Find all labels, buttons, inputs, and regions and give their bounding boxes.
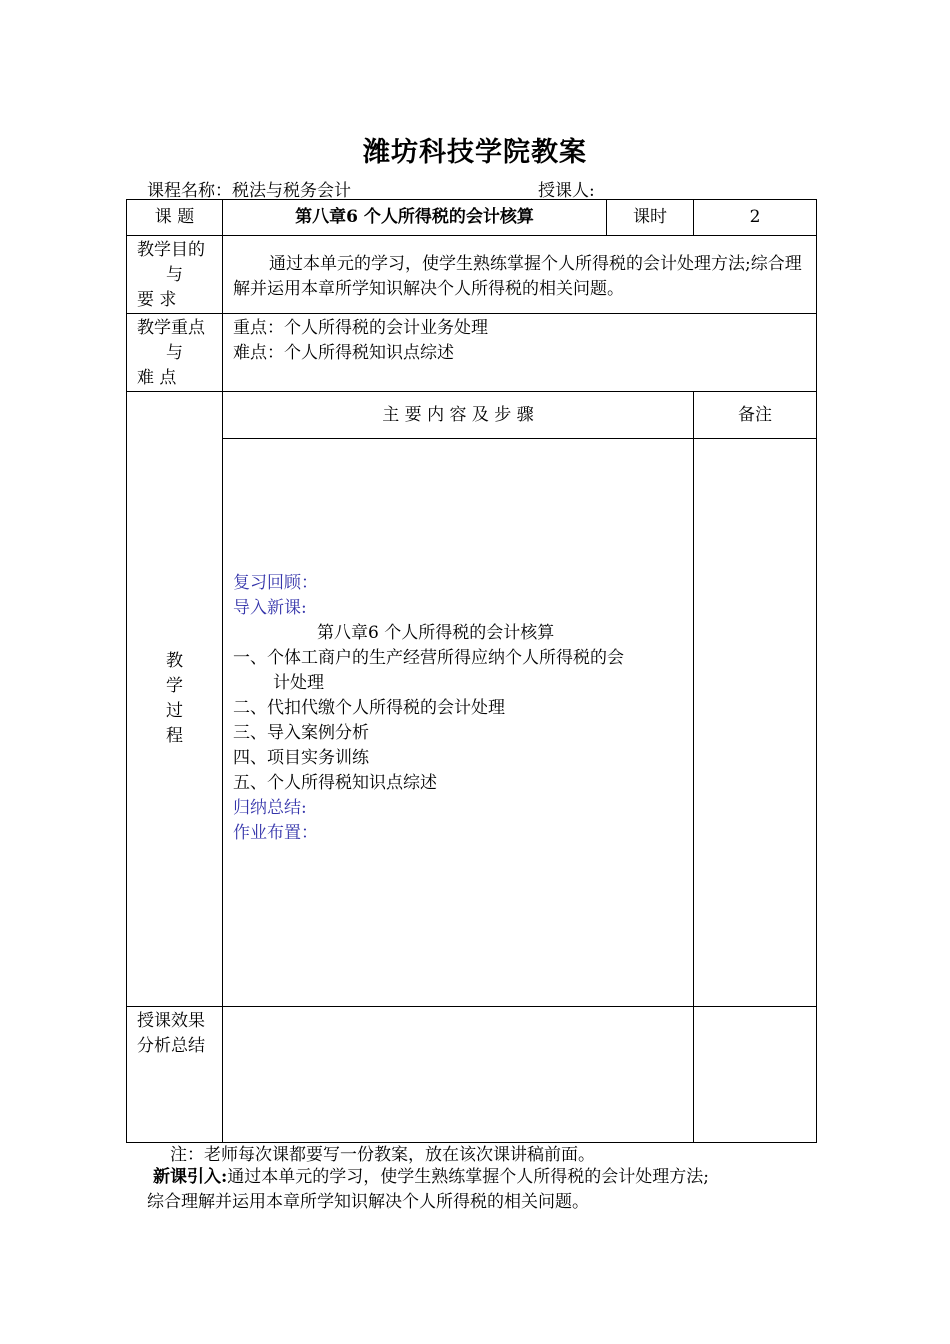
page-title: 潍坊科技学院教案 xyxy=(363,137,587,168)
homework-heading: 作业布置： xyxy=(233,823,318,843)
process-content-cell xyxy=(223,439,694,1007)
outline-item-2: 二、代扣代缴个人所得税的会计处理 xyxy=(233,698,505,718)
key-point-text: 重点：个人所得税的会计业务处理 xyxy=(233,318,488,338)
review-heading: 复习回顾： xyxy=(233,573,318,593)
keypoints-label xyxy=(127,314,223,392)
keypoints-text-cell xyxy=(223,314,817,392)
process-label xyxy=(127,392,223,1007)
process-label-line4: 程 xyxy=(166,726,183,746)
outline-item-3: 三、导入案例分析 xyxy=(233,723,369,743)
topic-label: 课 题 xyxy=(127,200,223,236)
hours-label: 课时 xyxy=(607,200,694,236)
outline-item-1-cont: 计处理 xyxy=(273,673,324,693)
outline-item-1: 一、个体工商户的生产经营所得应纳个人所得税的会 xyxy=(233,648,624,668)
effect-label xyxy=(127,1007,223,1143)
objectives-label-line3: 要 求 xyxy=(137,290,177,310)
keypoints-label-line3: 难 点 xyxy=(137,368,177,388)
process-label-line1: 教 xyxy=(166,651,183,671)
effect-label-line1: 授课效果 xyxy=(137,1011,205,1031)
objectives-label xyxy=(127,236,223,314)
process-content-row xyxy=(127,439,817,1007)
effect-content-cell xyxy=(223,1007,694,1143)
outline-item-5: 五、个人所得税知识点综述 xyxy=(233,773,437,793)
topic-value: 第八章6 个人所得税的会计核算 xyxy=(223,200,607,236)
teacher-label: 授课人: xyxy=(538,181,595,201)
intro-text-line2: 综合理解并运用本章所学知识解决个人所得税的相关问题。 xyxy=(147,1192,589,1212)
lesson-plan-table xyxy=(126,199,817,1143)
keypoints-label-line1: 教学重点 xyxy=(137,318,205,338)
new-lesson-heading: 导入新课: xyxy=(233,598,307,618)
keypoints-label-line2: 与 xyxy=(166,343,183,363)
process-label-line2: 学 xyxy=(166,676,183,696)
effect-label-line2: 分析总结 xyxy=(137,1036,205,1056)
chapter-title: 第八章6 个人所得税的会计核算 xyxy=(317,623,555,643)
content-header: 主 要 内 容 及 步 骤 xyxy=(223,392,694,439)
objectives-label-line1: 教学目的 xyxy=(137,240,205,260)
new-lesson-intro xyxy=(147,1165,807,1215)
objectives-label-line2: 与 xyxy=(166,265,183,285)
process-remarks-cell xyxy=(694,439,817,1007)
outline-item-4: 四、项目实务训练 xyxy=(233,748,369,768)
objectives-text: 通过本单元的学习，使学生熟练掌握个人所得税的会计处理方法;综合理解并运用本章所学知识解决个人所得税的相关问题。 xyxy=(233,253,802,299)
topic-row xyxy=(127,200,817,236)
intro-text-line1: 通过本单元的学习，使学生熟练掌握个人所得税的会计处理方法; xyxy=(227,1167,710,1187)
keypoints-row xyxy=(127,314,817,392)
effect-row xyxy=(127,1007,817,1143)
effect-remarks-cell xyxy=(694,1007,817,1143)
objectives-text-cell xyxy=(223,236,817,314)
process-header-row xyxy=(127,392,817,439)
objectives-row xyxy=(127,236,817,314)
summary-heading: 归纳总结: xyxy=(233,798,307,818)
hours-value: 2 xyxy=(694,200,817,236)
difficult-point-text: 难点：个人所得税知识点综述 xyxy=(233,343,454,363)
remarks-header: 备注 xyxy=(694,392,817,439)
footnote: 注：老师每次课都要写一份教案，放在该次课讲稿前面。 xyxy=(170,1145,595,1165)
process-label-line3: 过 xyxy=(166,701,183,721)
course-name: 课程名称：税法与税务会计 xyxy=(147,181,351,201)
intro-label: 新课引入: xyxy=(153,1167,228,1187)
